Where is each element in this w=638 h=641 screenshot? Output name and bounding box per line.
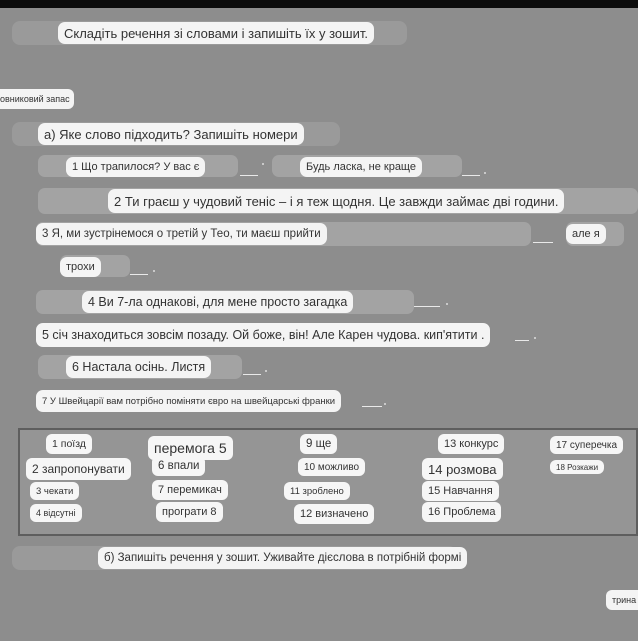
word-10: 10 можливо (298, 458, 365, 476)
sentence-5: 5 січ знаходиться зовсім позаду. Ой боже, він! Але Карен чудова. кип'ятити . (36, 323, 490, 347)
marker-dot (262, 163, 264, 165)
word-1: 1 поїзд (46, 434, 92, 454)
task-a-title: а) Яке слово підходить? Запишіть номери (38, 123, 304, 145)
word-9: 9 ще (300, 434, 337, 454)
word-7: 7 перемикач (152, 480, 228, 500)
answer-blank-3c[interactable] (130, 274, 148, 275)
sentence-2: 2 Ти граєш у чудовий теніс – і я теж щодня. Це завжди займає дві години. (108, 189, 564, 213)
word-6: 6 впали (152, 456, 205, 476)
answer-blank-3[interactable] (533, 242, 553, 243)
word-14: 14 розмова (422, 458, 503, 480)
section-label: овниковий запас (0, 89, 74, 109)
sentence-3b: але я (566, 224, 606, 244)
task-b-title: б) Запишіть речення у зошит. Уживайте дієслова в потрібній формі (98, 547, 467, 569)
marker-dot (484, 172, 486, 174)
sentence-4: 4 Ви 7-ла однакові, для мене просто загадка (82, 291, 353, 313)
marker-dot (384, 403, 386, 405)
marker-dot (534, 337, 536, 339)
sentence-7: 7 У Швейцарії вам потрібно поміняти євро на швейцарські франки (36, 390, 341, 412)
word-2: 2 запропонувати (26, 458, 131, 480)
instruction-title: Складіть речення зі словами і запишіть їх у зошит. (58, 22, 374, 44)
marker-dot (446, 303, 448, 305)
answer-blank-1b[interactable] (462, 175, 480, 176)
top-bar (0, 0, 638, 8)
word-4: 4 відсутні (30, 504, 82, 522)
corner-fragment: трина (606, 590, 638, 610)
sentence-1b: Будь ласка, не краще (300, 157, 422, 177)
answer-blank-4[interactable] (414, 306, 440, 307)
answer-blank-7[interactable] (362, 406, 382, 407)
answer-blank-5[interactable] (515, 340, 529, 341)
word-11: 11 зроблено (284, 482, 350, 500)
word-5: перемога 5 (148, 436, 233, 460)
word-17: 17 суперечка (550, 436, 623, 454)
marker-dot (153, 270, 155, 272)
word-18: 18 Розкажи (550, 460, 604, 474)
word-13: 13 конкурс (438, 434, 504, 454)
word-3: 3 чекати (30, 482, 79, 500)
word-15: 15 Навчання (422, 481, 499, 501)
marker-dot (265, 370, 267, 372)
sentence-6: 6 Настала осінь. Листя (66, 356, 211, 378)
sentence-1: 1 Що трапилося? У вас є (66, 157, 205, 177)
sentence-3c: трохи (60, 257, 101, 277)
answer-blank-1[interactable] (240, 175, 258, 176)
word-16: 16 Проблема (422, 502, 501, 522)
sentence-3: 3 Я, ми зустрінемося о третій у Тео, ти маєш прийти (36, 223, 327, 245)
answer-blank-6[interactable] (243, 374, 261, 375)
word-12: 12 визначено (294, 504, 374, 524)
word-8: програти 8 (156, 502, 223, 522)
